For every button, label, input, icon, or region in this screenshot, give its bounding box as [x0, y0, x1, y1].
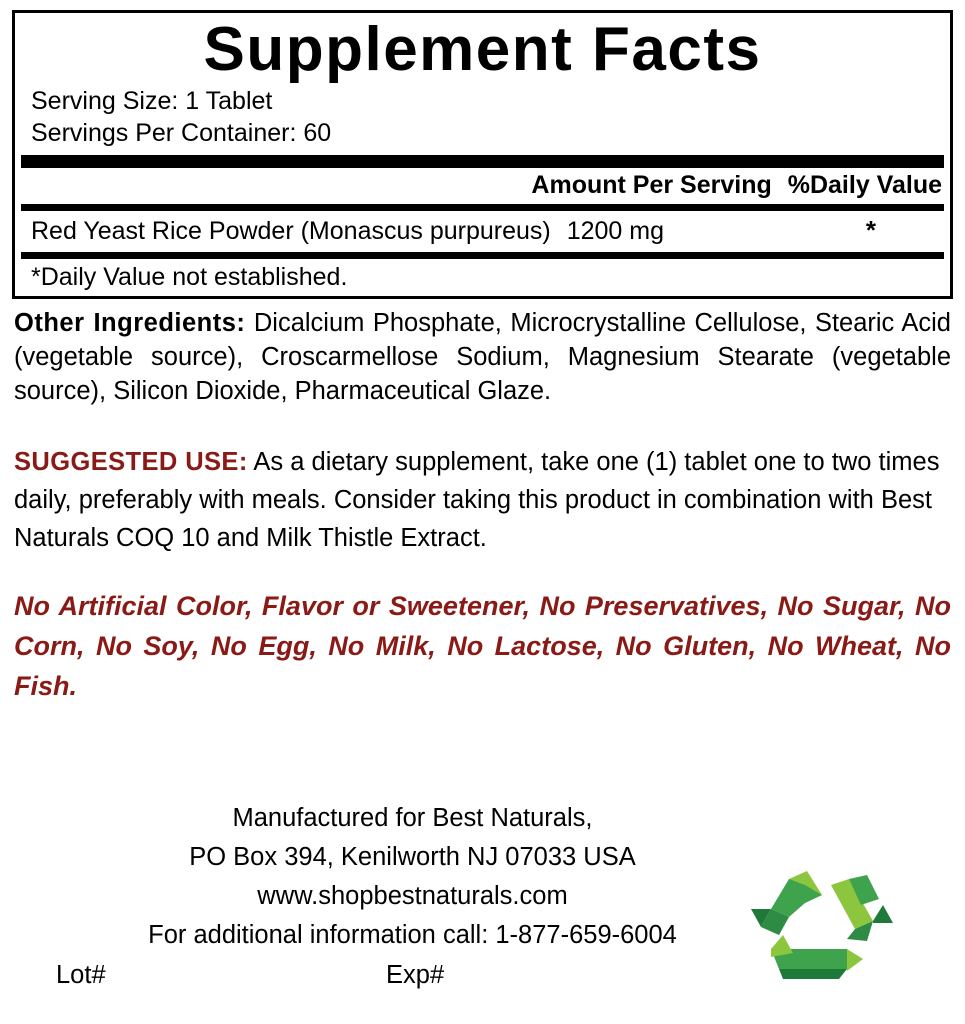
divider-med-1	[21, 204, 944, 211]
divider-thick-top	[21, 155, 944, 168]
manufacturer-line-2: PO Box 394, Kenilworth NJ 07033 USA	[189, 843, 636, 872]
table-row	[15, 211, 950, 252]
supplement-facts-panel	[12, 10, 953, 299]
ingredient-amount: 1200 mg	[566, 217, 665, 245]
manufacturer-line-1: Manufactured for Best Naturals,	[232, 804, 593, 833]
table-header-row	[15, 168, 950, 204]
serving-info	[15, 83, 950, 153]
column-header-amount: Amount Per Serving	[531, 171, 772, 199]
serving-size: Serving Size: 1 Tablet	[31, 87, 273, 115]
suggested-use-label: SUGGESTED USE:	[14, 447, 248, 476]
servings-per-container: Servings Per Container: 60	[31, 119, 332, 147]
daily-value-footnote: *Daily Value not established.	[31, 263, 348, 291]
recycle-icon	[727, 865, 897, 985]
free-from-claims: No Artificial Color, Flavor or Sweetener, No Preservatives, No Sugar, No Corn, No Soy, No Egg, No Milk, No Lactose, No Gluten, No Wheat, No Fish.	[14, 591, 951, 702]
page-title: Supplement Facts	[203, 15, 762, 84]
footer-section	[10, 799, 955, 999]
other-ingredients-text: Dicalcium Phosphate, Microcrystalline Cellulose, Stearic Acid (vegetable source), Croscarmellose Sodium, Magnesium Stearate (vegetable source), Silicon Dioxide, Pharmaceutical Glaze.	[14, 309, 951, 405]
divider-med-2	[21, 252, 944, 259]
suggested-use-section	[14, 443, 953, 558]
ingredient-daily-value: *	[865, 215, 876, 245]
exp-label: Exp#	[386, 961, 445, 990]
ingredient-name: Red Yeast Rice Powder (Monascus purpureus)	[31, 217, 551, 245]
website-link[interactable]: www.shopbestnaturals.com	[257, 881, 568, 910]
other-ingredients-section	[12, 307, 953, 409]
lot-exp-row	[20, 956, 805, 995]
other-ingredients-label: Other Ingredients:	[14, 309, 246, 337]
lot-label: Lot#	[56, 961, 106, 990]
contact-phone-line: For additional information call: 1-877-659-6004	[148, 920, 677, 949]
suggested-use-text: As a dietary supplement, take one (1) tablet one to two times daily, preferably with meals. Consider taking this product in combination with Best Naturals COQ 10 and Milk Thistle Extract.	[14, 447, 940, 553]
column-header-daily-value: %Daily Value	[787, 171, 942, 199]
